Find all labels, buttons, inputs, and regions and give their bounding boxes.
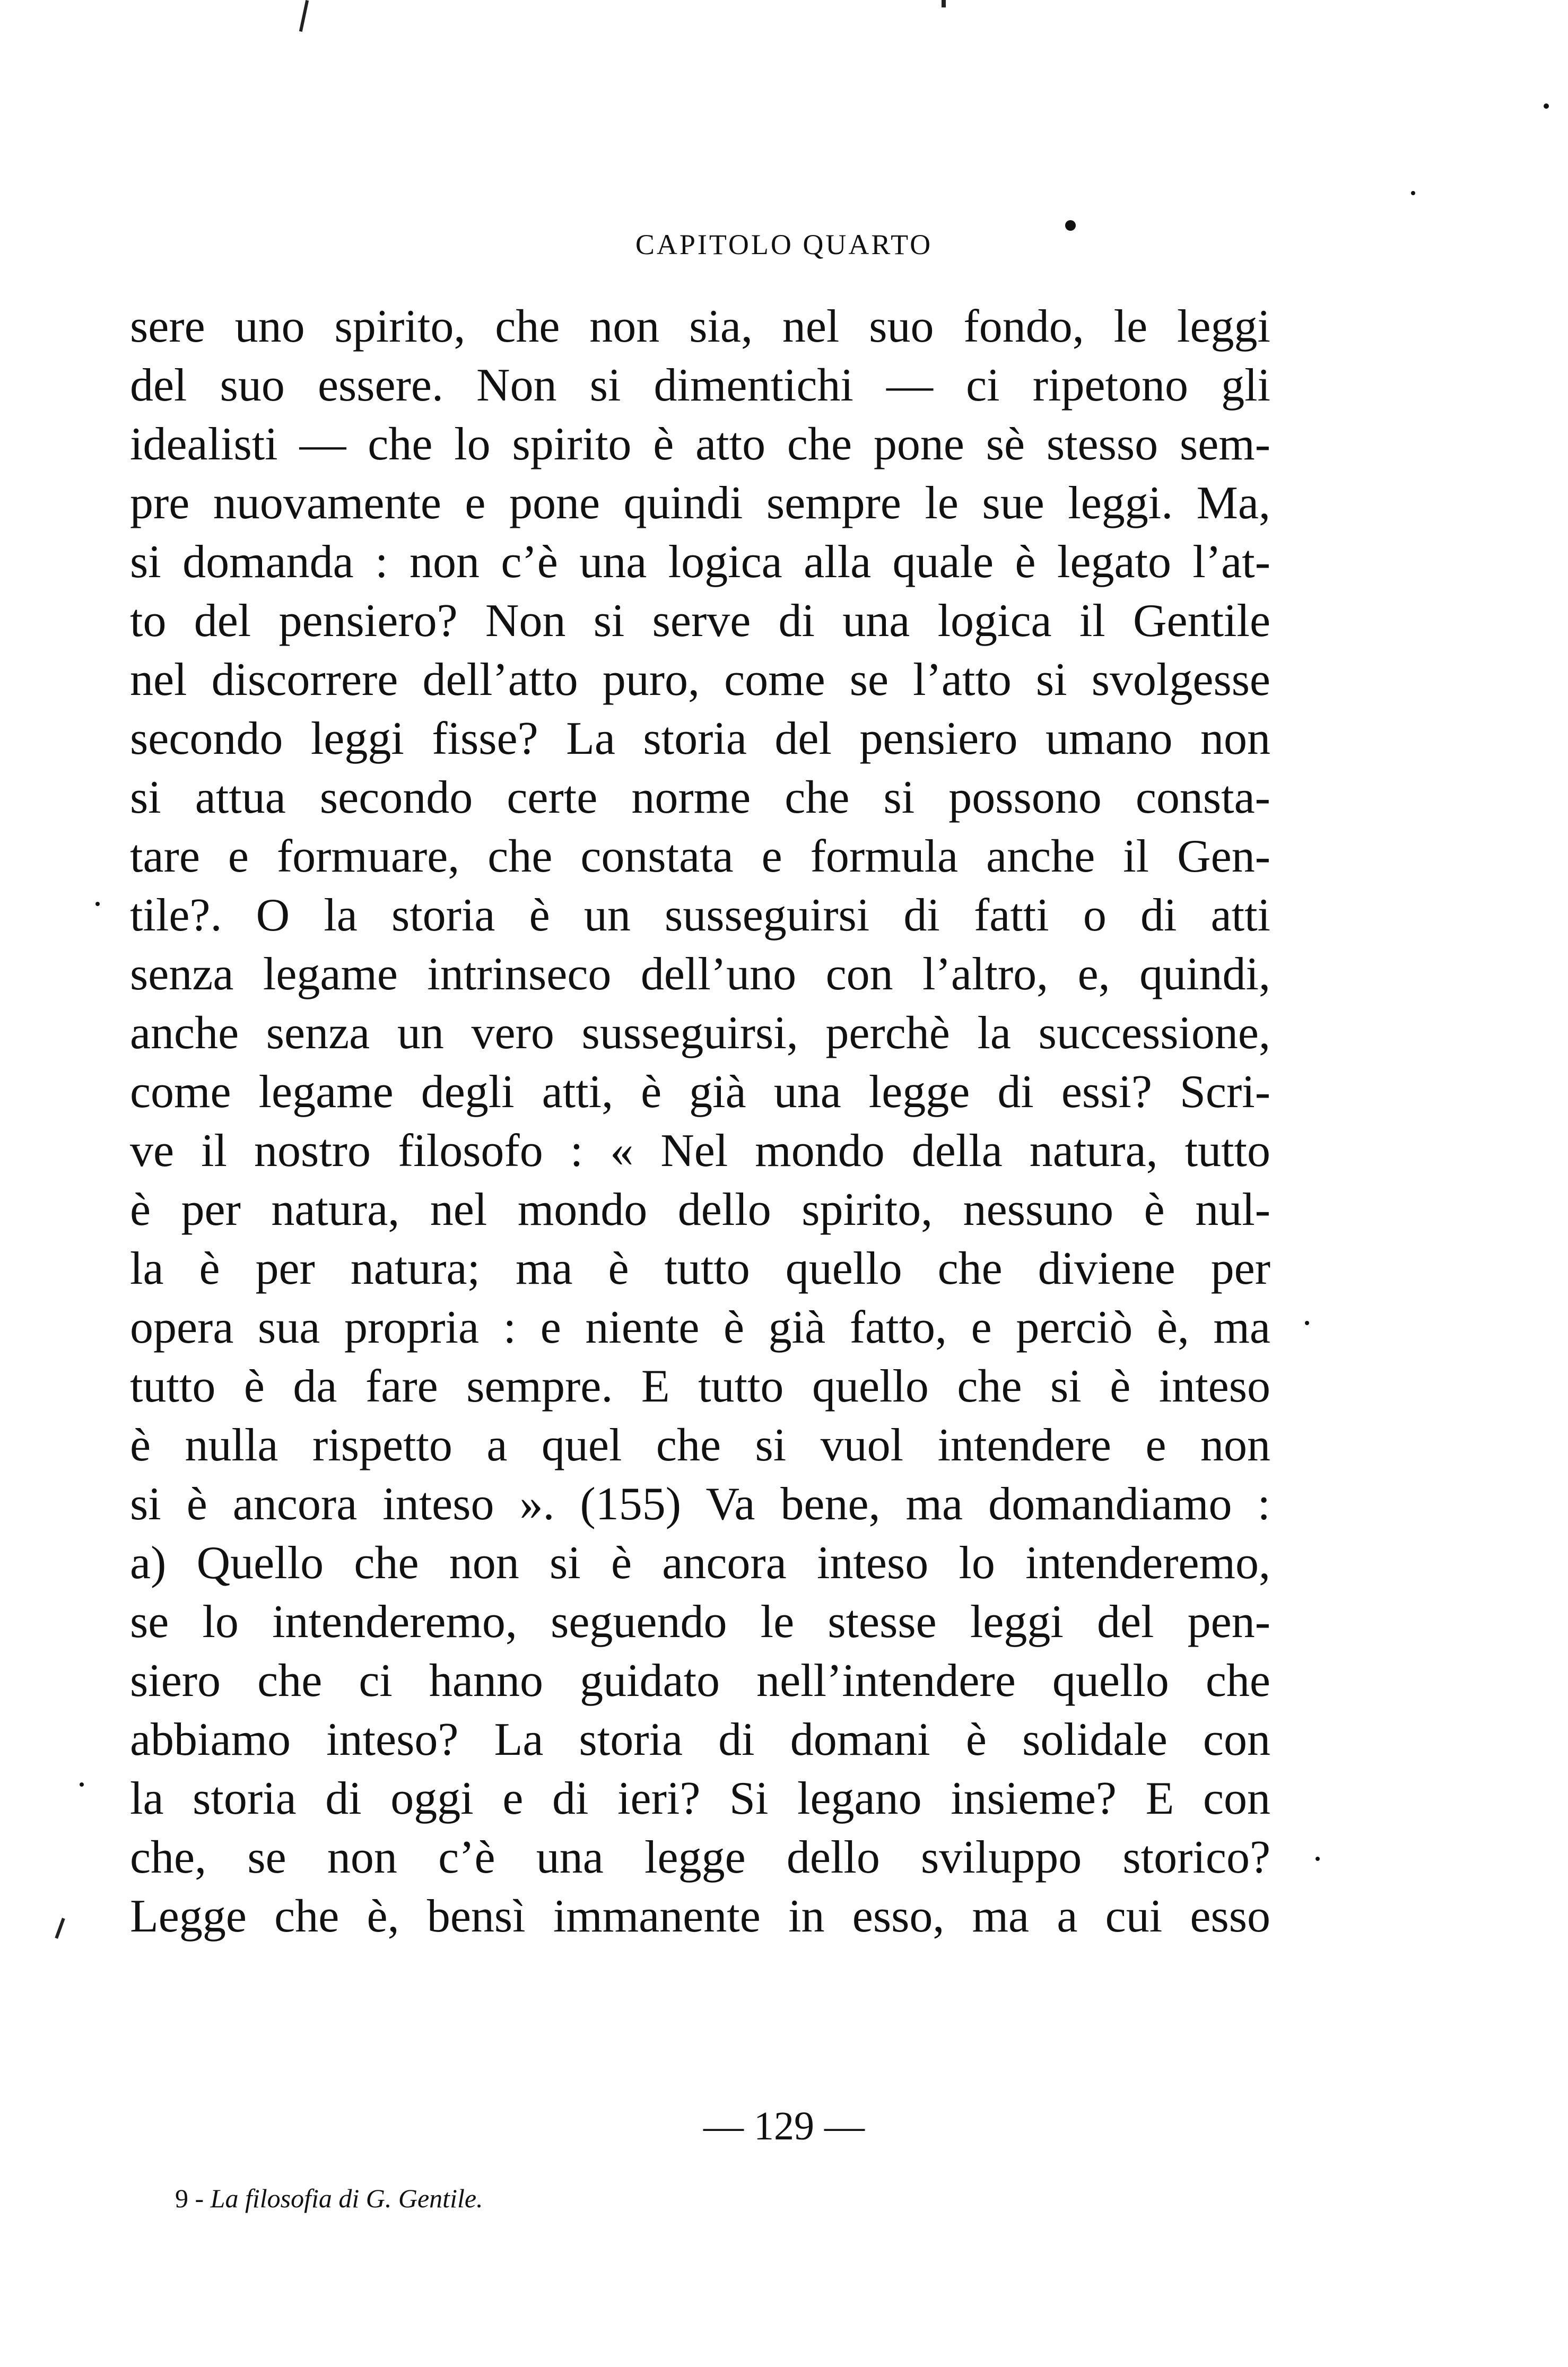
body-text xyxy=(130,297,1270,1946)
scan-mark xyxy=(299,0,309,32)
text-line: la è per natura; ma è tutto quello che diviene per xyxy=(130,1243,1270,1294)
page-number: — 129 — xyxy=(703,2104,865,2148)
signature-title: La filosofia di G. Gentile. xyxy=(210,2183,483,2213)
text-line: anche senza un vero susseguirsi, perchè la successione, xyxy=(130,1007,1270,1059)
scan-speck xyxy=(1065,220,1076,231)
text-line: secondo leggi fisse? La storia del pensiero umano non xyxy=(130,713,1270,764)
text-line: che, se non c’è una legge dello sviluppo storico? xyxy=(130,1832,1270,1883)
text-line: ve il nostro filosofo : « Nel mondo della natura, tutto xyxy=(130,1125,1270,1177)
text-line: senza legame intrinseco dell’uno con l’altro, e, quindi, xyxy=(130,948,1270,1000)
text-line: tutto è da fare sempre. E tutto quello che si è inteso xyxy=(130,1361,1270,1412)
text-line: la storia di oggi e di ieri? Si legano insieme? E con xyxy=(130,1773,1270,1824)
text-line: tile?. O la storia è un susseguirsi di fatti o di atti xyxy=(130,890,1270,941)
signature-separator: - xyxy=(195,2183,204,2213)
text-line: sere uno spirito, che non sia, nel suo fondo, le leggi xyxy=(130,301,1270,352)
text-line: è per natura, nel mondo dello spirito, nessuno è nul- xyxy=(130,1184,1270,1235)
scan-speck xyxy=(1305,1321,1309,1325)
text-line: siero che ci hanno guidato nell’intendere quello che xyxy=(130,1655,1270,1707)
scan-speck xyxy=(80,1782,84,1787)
scan-speck xyxy=(1411,191,1415,195)
text-line: a) Quello che non si è ancora inteso lo intenderemo, xyxy=(130,1537,1270,1589)
text-line: tare e formuare, che constata e formula anche il Gen- xyxy=(130,831,1270,882)
scan-mark xyxy=(55,1918,65,1939)
text-line: si domanda : non c’è una logica alla quale è legato l’at- xyxy=(130,536,1270,588)
text-line: idealisti — che lo spirito è atto che pone sè stesso sem- xyxy=(130,419,1270,470)
signature-number: 9 xyxy=(175,2183,188,2213)
text-line: to del pensiero? Non si serve di una logica il Gentile xyxy=(130,595,1270,647)
text-line: se lo intenderemo, seguendo le stesse leggi del pen- xyxy=(130,1596,1270,1648)
text-line: pre nuovamente e pone quindi sempre le sue leggi. Ma, xyxy=(130,477,1270,529)
scan-speck xyxy=(95,902,100,906)
text-line: si attua secondo certe norme che si possono consta- xyxy=(130,772,1270,823)
text-line: come legame degli atti, è già una legge di essi? Scri- xyxy=(130,1066,1270,1118)
scan-speck xyxy=(1544,103,1549,109)
printer-signature xyxy=(175,2183,483,2214)
text-line: è nulla rispetto a quel che si vuol intendere e non xyxy=(130,1420,1270,1471)
scan-speck xyxy=(1316,1857,1320,1861)
text-line: nel discorrere dell’atto puro, come se l’atto si svolgesse xyxy=(130,654,1270,706)
scan-mark xyxy=(942,0,946,7)
text-line: del suo essere. Non si dimentichi — ci ripetono gli xyxy=(130,360,1270,411)
text-line: Legge che è, bensì immanente in esso, ma a cui esso xyxy=(130,1891,1270,1942)
running-head: CAPITOLO QUARTO xyxy=(635,229,933,260)
text-line: si è ancora inteso ». (155) Va bene, ma domandiamo : xyxy=(130,1478,1270,1530)
text-line: opera sua propria : e niente è già fatto, e perciò è, ma xyxy=(130,1302,1270,1353)
text-line: abbiamo inteso? La storia di domani è solidale con xyxy=(130,1714,1270,1765)
